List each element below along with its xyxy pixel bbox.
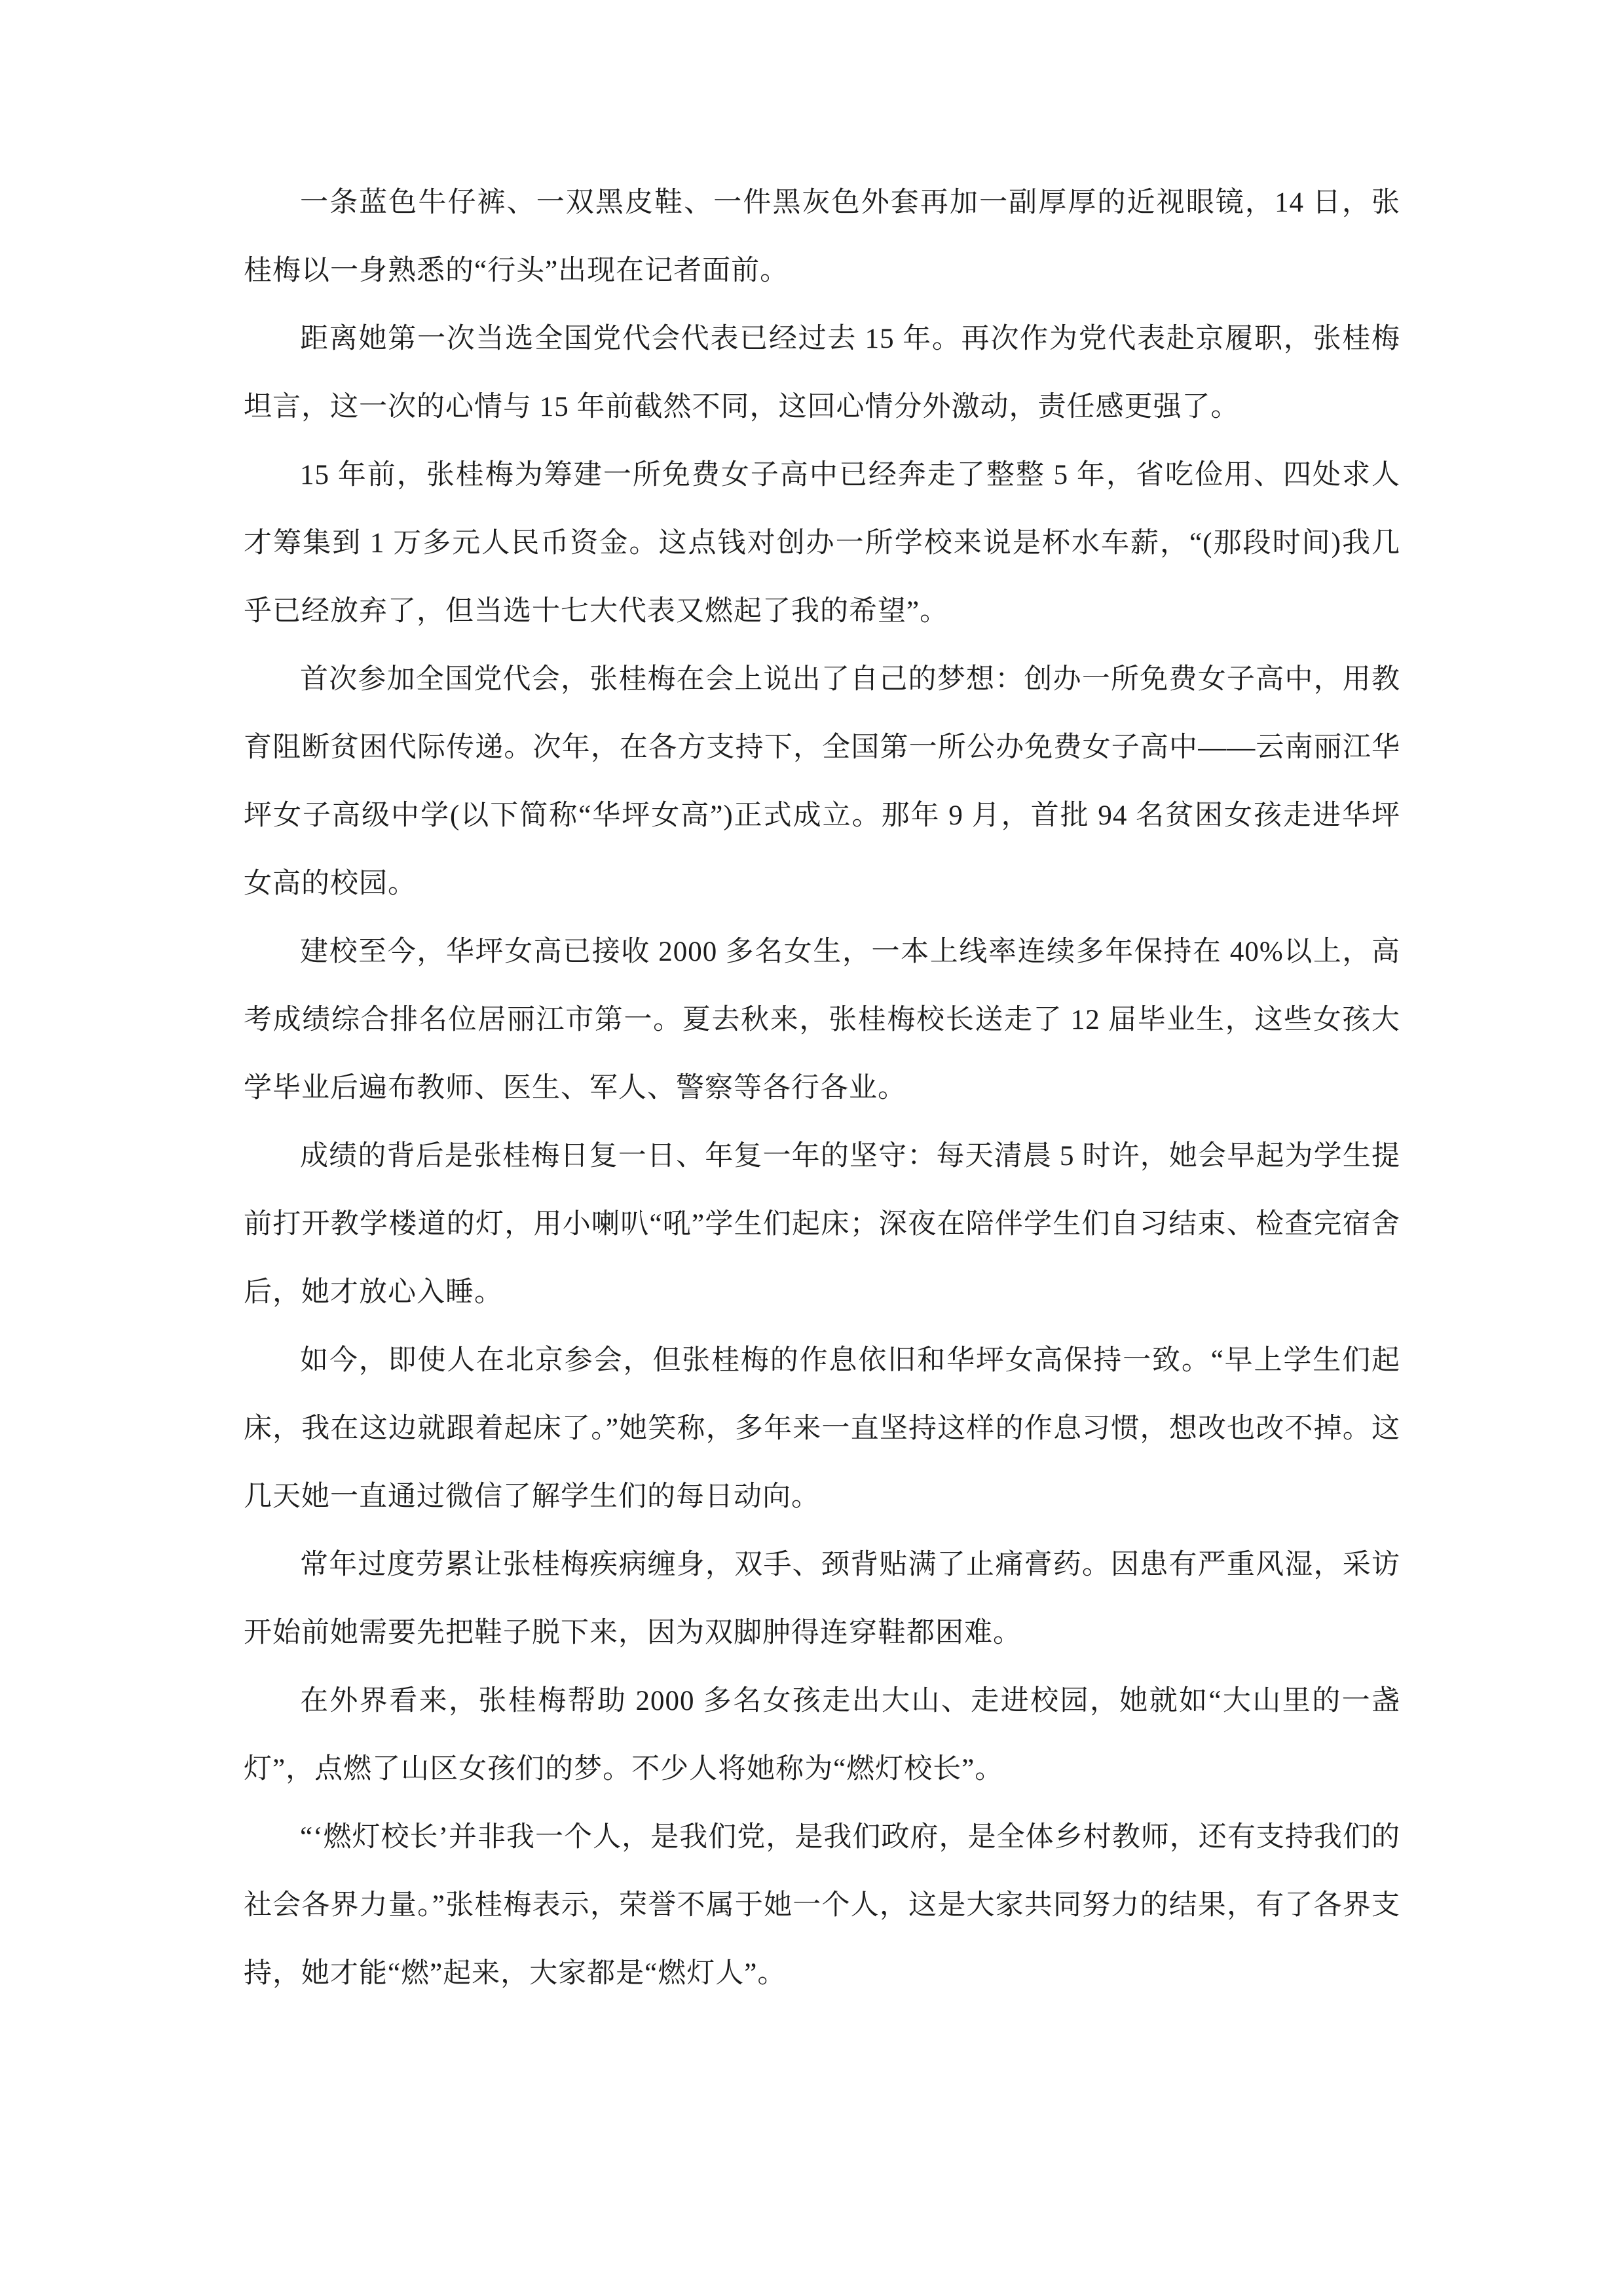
paragraph: 常年过度劳累让张桂梅疾病缠身，双手、颈背贴满了止痛膏药。因患有严重风湿，采访开始前她需要先把鞋子脱下来，因为双脚肿得连穿鞋都困难。 [244,1549,1400,1648]
paragraph: 成绩的背后是张桂梅日复一日、年复一年的坚守：每天清晨 5 时许，她会早起为学生提前打开教学楼道的灯，用小喇叭“吼”学生们起床；深夜在陪伴学生们自习结束、检查完宿舍后，她才放心入睡。 [244,1141,1400,1308]
paragraph: 建校至今，华坪女高已接收 2000 多名女生，一本上线率连续多年保持在 40%以上，高考成绩综合排名位居丽江市第一。夏去秋来，张桂梅校长送走了 12 届毕业生，这些女孩大学毕业后遍布教师、医生、军人、警察等各行各业。 [244,936,1400,1103]
paragraph: 距离她第一次当选全国党代会代表已经过去 15 年。再次作为党代表赴京履职，张桂梅坦言，这一次的心情与 15 年前截然不同，这回心情分外激动，责任感更强了。 [244,324,1400,422]
paragraph: 15 年前，张桂梅为筹建一所免费女子高中已经奔走了整整 5 年，省吃俭用、四处求人才筹集到 1 万多元人民币资金。这点钱对创办一所学校来说是杯水车薪，“(那段时间)我几乎已经放弃了，但当选十七大代表又燃起了我的希望”。 [244,460,1400,627]
paragraph: 一条蓝色牛仔裤、一双黑皮鞋、一件黑灰色外套再加一副厚厚的近视眼镜，14 日，张桂梅以一身熟悉的“行头”出现在记者面前。 [244,187,1400,286]
paragraph: “‘燃灯校长’并非我一个人，是我们党，是我们政府，是全体乡村教师，还有支持我们的社会各界力量。”张桂梅表示，荣誉不属于她一个人，这是大家共同努力的结果，有了各界支持，她才能“燃”起来，大家都是“燃灯人”。 [244,1822,1400,1989]
paragraph: 首次参加全国党代会，张桂梅在会上说出了自己的梦想：创办一所免费女子高中，用教育阻断贫困代际传递。次年，在各方支持下，全国第一所公办免费女子高中——云南丽江华坪女子高级中学(以下简称“华坪女高”)正式成立。那年 9 月，首批 94 名贫困女孩走进华坪女高的校园。 [244,664,1400,899]
article-body [244,169,1400,2008]
paragraph: 如今，即使人在北京参会，但张桂梅的作息依旧和华坪女高保持一致。“早上学生们起床，我在这边就跟着起床了。”她笑称，多年来一直坚持这样的作息习惯，想改也改不掉。这几天她一直通过微信了解学生们的每日动向。 [244,1345,1400,1512]
paragraph: 在外界看来，张桂梅帮助 2000 多名女孩走出大山、走进校园，她就如“大山里的一盏灯”，点燃了山区女孩们的梦。不少人将她称为“燃灯校长”。 [244,1686,1400,1785]
